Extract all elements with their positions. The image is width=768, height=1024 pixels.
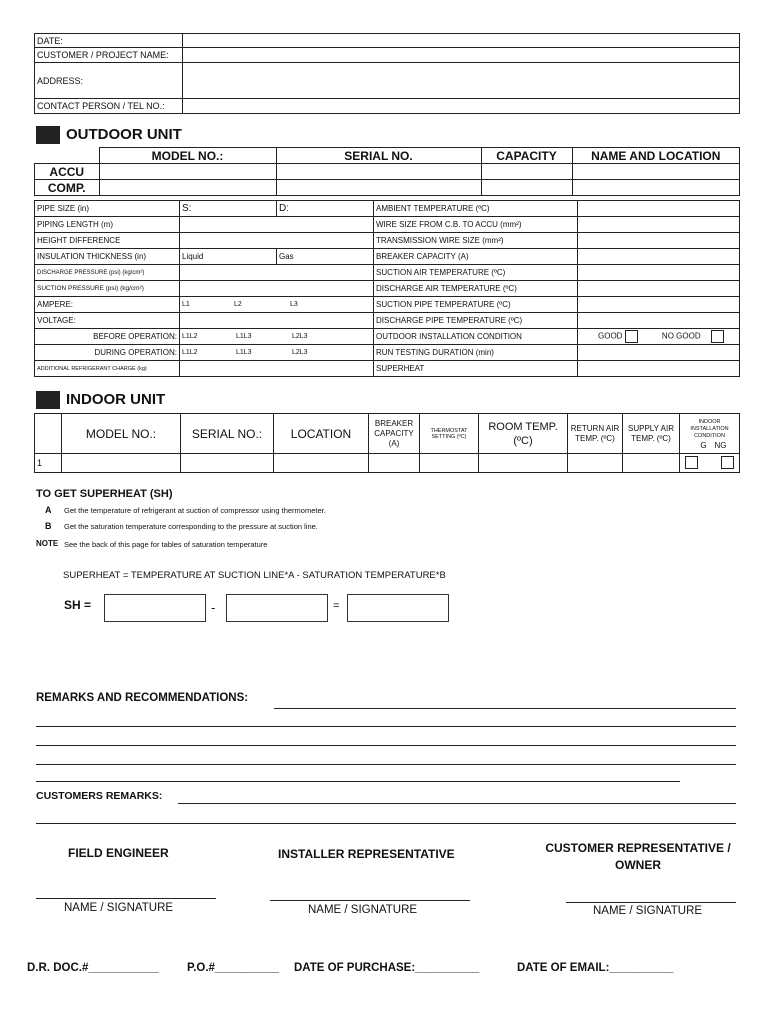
ampere-field[interactable] [180, 297, 374, 313]
param-value[interactable] [578, 249, 740, 265]
indoor-table [34, 413, 740, 473]
customer-rep-label: CUSTOMER REPRESENTATIVE / OWNER [545, 841, 731, 872]
gas-field[interactable]: Gas [277, 249, 374, 265]
address-field[interactable] [183, 63, 740, 99]
ampere-l2: L2 [234, 301, 242, 308]
contact-label: CONTACT PERSON / TEL NO.: [35, 99, 183, 114]
param-label: DISCHARGE PIPE TEMPERATURE (ºC) [374, 313, 578, 329]
customers-remarks-line[interactable] [178, 803, 736, 804]
indoor-serial-header: SERIAL NO.: [181, 414, 274, 454]
remarks-line[interactable] [36, 781, 680, 782]
superheat-title: TO GET SUPERHEAT (SH) [36, 488, 173, 500]
param-label: AMBIENT TEMPERATURE (ºC) [374, 201, 578, 217]
param-label: BEFORE OPERATION: [35, 329, 180, 345]
good-checkbox[interactable] [625, 330, 638, 343]
customer-rep-name-signature: NAME / SIGNATURE [593, 905, 703, 917]
superheat-step-a-letter: A [45, 505, 52, 515]
address-label: ADDRESS: [35, 63, 183, 99]
param-value[interactable] [180, 313, 374, 329]
indoor-model-field[interactable] [62, 454, 181, 473]
param-label: DISCHARGE AIR TEMPERATURE (ºC) [374, 281, 578, 297]
blank-cell [35, 414, 62, 454]
remarks-line[interactable] [274, 708, 736, 709]
install-condition-header [680, 414, 740, 454]
ng-label: NG [714, 440, 727, 450]
sh-suction-temp-field[interactable] [104, 594, 206, 622]
blank-cell [35, 148, 100, 164]
pipe-suction-field[interactable]: S: [180, 201, 277, 217]
note-text: See the back of this page for tables of saturation temperature [64, 540, 268, 549]
indoor-supply-air-field[interactable] [623, 454, 680, 473]
accu-capacity-field[interactable] [481, 164, 572, 180]
comp-serial-field[interactable] [276, 180, 481, 196]
outdoor-section-marker [36, 126, 60, 144]
param-value[interactable] [578, 201, 740, 217]
breaker-header: BREAKER CAPACITY (A) [369, 414, 420, 454]
serial-header: SERIAL NO. [276, 148, 481, 164]
comp-label: COMP. [35, 180, 100, 196]
volt-pair: L2L3 [292, 333, 308, 340]
indoor-thermostat-field[interactable] [420, 454, 479, 473]
param-label: DURING OPERATION: [35, 345, 180, 361]
name-location-header: NAME AND LOCATION [572, 148, 740, 164]
param-value[interactable] [180, 281, 374, 297]
param-label: SUCTION PRESSURE (psi) (kg/cm²) [35, 281, 180, 297]
comp-location-field[interactable] [572, 180, 740, 196]
footer-po[interactable]: P.O.#__________ [187, 962, 279, 974]
date-field[interactable] [183, 34, 740, 48]
remarks-line[interactable] [36, 726, 736, 727]
install-condition-label: INDOOR INSTALLATION CONDITION [690, 418, 729, 439]
param-label: SUPERHEAT [374, 361, 578, 377]
param-label: AMPERE: [35, 297, 180, 313]
model-header: MODEL NO.: [99, 148, 276, 164]
no-good-checkbox[interactable] [711, 330, 724, 343]
superheat-step-a: Get the temperature of refrigerant at suction of compressor using thermometer. [64, 506, 326, 515]
param-label: SUCTION AIR TEMPERATURE (ºC) [374, 265, 578, 281]
accu-model-field[interactable] [99, 164, 276, 180]
volt-pair: L1L2 [182, 349, 198, 356]
param-label: ADDITIONAL REFRIGERANT CHARGE (kg) [35, 361, 180, 377]
g-label: G [700, 440, 707, 450]
indoor-serial-field[interactable] [181, 454, 274, 473]
indoor-location-field[interactable] [274, 454, 369, 473]
installer-name-signature: NAME / SIGNATURE [308, 904, 418, 916]
param-value[interactable] [578, 265, 740, 281]
note-label: NOTE [36, 539, 59, 548]
superheat-step-b-letter: B [45, 521, 52, 531]
return-air-header: RETURN AIR TEMP. (ºC) [568, 414, 623, 454]
volt-pair: L1L2 [182, 333, 198, 340]
outdoor-title: OUTDOOR UNIT [66, 126, 182, 143]
param-value[interactable] [578, 313, 740, 329]
condition-cell [578, 329, 740, 345]
no-good-label: NO GOOD [661, 331, 701, 341]
param-label: PIPING LENGTH (m) [35, 217, 180, 233]
param-label: PIPE SIZE (in) [35, 201, 180, 217]
outdoor-model-table [34, 147, 740, 196]
sh-saturation-temp-field[interactable] [226, 594, 328, 622]
volt-pair: L2L3 [292, 349, 308, 356]
liquid-field[interactable]: Liquid [180, 249, 277, 265]
param-label: OUTDOOR INSTALLATION CONDITION [374, 329, 578, 345]
installer-signature-line[interactable] [270, 900, 470, 901]
param-value[interactable] [578, 217, 740, 233]
superheat-step-b: Get the saturation temperature corresponding to the pressure at suction line. [64, 522, 318, 531]
customer-field[interactable] [183, 48, 740, 63]
param-label: BREAKER CAPACITY (A) [374, 249, 578, 265]
indoor-condition-cell [680, 454, 740, 473]
footer-dr-doc[interactable]: D.R. DOC.#___________ [27, 962, 159, 974]
accu-label: ACCU [35, 164, 100, 180]
remarks-label: REMARKS AND RECOMMENDATIONS: [36, 692, 249, 704]
field-engineer-label: FIELD ENGINEER [68, 846, 169, 860]
param-value[interactable] [180, 233, 374, 249]
ng-checkbox[interactable] [721, 456, 734, 469]
indoor-breaker-field[interactable] [369, 454, 420, 473]
param-value[interactable] [180, 361, 374, 377]
indoor-section-marker [36, 391, 60, 409]
param-value[interactable] [578, 297, 740, 313]
param-label: HEIGHT DIFFERENCE [35, 233, 180, 249]
remarks-line[interactable] [36, 745, 736, 746]
param-value[interactable] [578, 281, 740, 297]
outdoor-params-table [34, 200, 740, 377]
customers-remarks-line[interactable] [36, 823, 736, 824]
volt-pair: L1L3 [236, 333, 252, 340]
accu-serial-field[interactable] [276, 164, 481, 180]
minus-sign: - [211, 600, 216, 615]
indoor-title: INDOOR UNIT [66, 391, 166, 408]
good-label: GOOD [598, 331, 623, 341]
accu-location-field[interactable] [572, 164, 740, 180]
comp-model-field[interactable] [99, 180, 276, 196]
param-label: TRANSMISSION WIRE SIZE (mm²) [374, 233, 578, 249]
header-table [34, 33, 740, 114]
param-label: WIRE SIZE FROM C.B. TO ACCU (mm²) [374, 217, 578, 233]
customer-label: CUSTOMER / PROJECT NAME: [35, 48, 183, 63]
param-label: INSULATION THICKNESS (in) [35, 249, 180, 265]
param-label: VOLTAGE: [35, 313, 180, 329]
volt-pair: L1L3 [236, 349, 252, 356]
ampere-l1: L1 [182, 301, 190, 308]
indoor-room-temp-field[interactable] [479, 454, 568, 473]
pipe-discharge-field[interactable]: D: [277, 201, 374, 217]
param-value[interactable] [578, 345, 740, 361]
supply-air-header: SUPPLY AIR TEMP. (ºC) [623, 414, 680, 454]
footer-date-of-email[interactable]: DATE OF EMAIL:__________ [517, 962, 674, 974]
ampere-l3: L3 [290, 301, 298, 308]
footer-date-of-purchase[interactable]: DATE OF PURCHASE:__________ [294, 962, 480, 974]
remarks-line[interactable] [36, 764, 736, 765]
customer-rep-signature-line[interactable] [566, 902, 736, 903]
sh-result-field[interactable] [347, 594, 449, 622]
indoor-return-air-field[interactable] [568, 454, 623, 473]
field-engineer-signature-line[interactable] [36, 898, 216, 899]
customers-remarks-label: CUSTOMERS REMARKS: [36, 790, 163, 802]
date-label: DATE: [35, 34, 183, 48]
param-value[interactable] [578, 361, 740, 377]
param-value[interactable] [180, 217, 374, 233]
row-number: 1 [35, 454, 62, 473]
param-value[interactable] [180, 265, 374, 281]
voltage-before-field[interactable] [180, 329, 374, 345]
indoor-location-header: LOCATION [274, 414, 369, 454]
equals-sign: = [333, 600, 340, 612]
param-label: SUCTION PIPE TEMPERATURE (ºC) [374, 297, 578, 313]
thermostat-header: THERMOSTAT SETTING (ºC) [420, 414, 479, 454]
capacity-header: CAPACITY [481, 148, 572, 164]
superheat-formula: SUPERHEAT = TEMPERATURE AT SUCTION LINE*A - SATURATION TEMPERATURE*B [63, 570, 446, 581]
param-label: DISCHARGE PRESSURE (psi) (kg/cm²) [35, 265, 180, 281]
voltage-during-field[interactable] [180, 345, 374, 361]
param-label: RUN TESTING DURATION (min) [374, 345, 578, 361]
contact-field[interactable] [183, 99, 740, 114]
installer-label: INSTALLER REPRESENTATIVE [278, 847, 455, 861]
indoor-model-header: MODEL NO.: [62, 414, 181, 454]
sh-label: SH = [64, 598, 92, 612]
comp-capacity-field[interactable] [481, 180, 572, 196]
field-engineer-name-signature: NAME / SIGNATURE [64, 902, 174, 914]
g-checkbox[interactable] [685, 456, 698, 469]
room-temp-header: ROOM TEMP. (ºC) [479, 414, 568, 454]
param-value[interactable] [578, 233, 740, 249]
